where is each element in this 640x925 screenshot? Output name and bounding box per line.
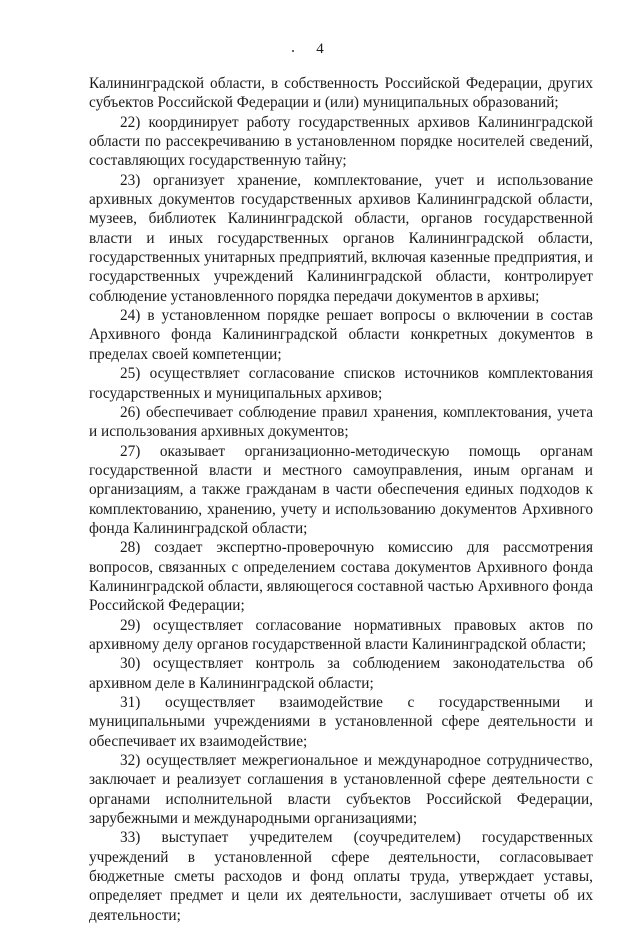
page-number: 4 <box>316 41 324 57</box>
paragraph-item-32: 32) осуществляет межрегиональное и международное сотрудничество, заключает и реализует соглашения в установленной сфере деятельности с органами исполнительной власти субъектов Российской Федерации, зарубежными и международными организациями; <box>89 752 593 828</box>
paragraph-item-23: 23) организует хранение, комплектование, учет и использование архивных документов государственных архивов Калининградской области, музеев, библиотек Калининградской области, органов государственной власти и иных государственных органов Калининградской области, государственных унитарных предприятий, включая казенные предприятия, и государственных учреждений Калининградской области, контролирует соблюдение установленного порядка передачи документов в архивы; <box>89 171 593 305</box>
paragraph-item-31: 31) осуществляет взаимодействие с государственными и муниципальными учреждениями в установленной сфере деятельности и обеспечивает их взаимодействие; <box>89 694 593 750</box>
paragraph-item-25: 25) осуществляет согласование списков источников комплектования государственных и муниципальных архивов; <box>89 365 593 402</box>
paragraph-item-29: 29) осуществляет согласование нормативных правовых актов по архивному делу органов государственной власти Калининградской области; <box>89 616 593 653</box>
paragraph-continuation: Калининградской области, в собственность Российской Федерации, других субъектов Российской Федерации и (или) муниципальных образований; <box>89 75 593 112</box>
paragraph-item-33: 33) выступает учредителем (соучредителем) государственных учреждений в установленной сфере деятельности, согласовывает бюджетные сметы расходов и фонд оплаты труда, утверждает уставы, определяет предмет и цели их деятельности, заслушивает отчеты об их деятельности; <box>89 829 593 924</box>
paragraph-item-26: 26) обеспечивает соблюдение правил хранения, комплектования, учета и использования архивных документов; <box>89 403 593 441</box>
document-body <box>89 74 593 925</box>
paragraph-item-27: 27) оказывает организационно-методическую помощь органам государственной власти и местного самоуправления, иным органам и организациям, а также гражданам в части обеспечения единых подходов к комплектованию, хранению, учету и использованию документов Архивного фонда Калининградской области; <box>89 442 593 537</box>
paragraph-item-24: 24) в установленном порядке решает вопросы о включении в состав Архивного фонда Калининградской области конкретных документов в пределах своей компетенции; <box>89 307 593 363</box>
paragraph-item-22: 22) координирует работу государственных архивов Калининградской области по рассекречиванию в установленном порядке носителей сведений, составляющих государственную тайну; <box>89 113 593 170</box>
paragraph-item-28: 28) создает экспертно-проверочную комиссию для рассмотрения вопросов, связанных с определением состава документов Архивного фонда Калининградской области, являющегося составной частью Архивного фонда Российской Федерации; <box>89 539 593 615</box>
paragraph-item-30: 30) осуществляет контроль за соблюдением законодательства об архивном деле в Калининградской области; <box>89 655 593 692</box>
